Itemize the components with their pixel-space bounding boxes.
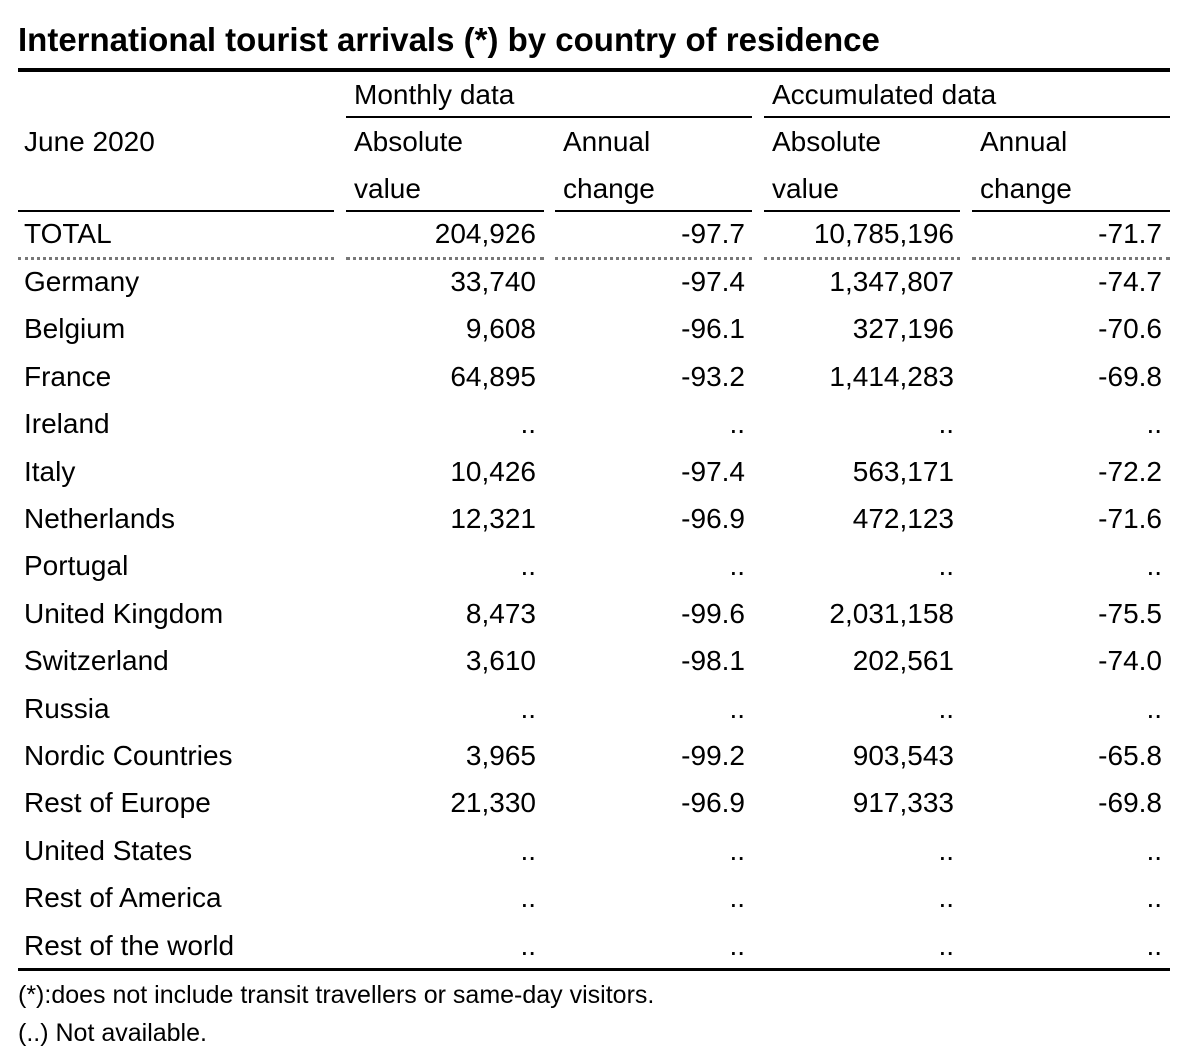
total-accumulated-change: -71.7	[1098, 218, 1162, 249]
total-dotted-rule-a-abs	[764, 257, 960, 260]
monthly-absolute-value: 10,426	[450, 456, 536, 487]
accumulated-absolute-value: ..	[938, 835, 954, 866]
monthly-absolute-value: ..	[520, 693, 536, 724]
accumulated-annual-change: ..	[1146, 693, 1162, 724]
monthly-annual-change: ..	[729, 693, 745, 724]
country-name: Rest of Europe	[24, 787, 211, 818]
accumulated-absolute-value: ..	[938, 693, 954, 724]
accumulated-annual-change: -74.7	[1098, 266, 1162, 297]
total-dotted-rule-m-abs	[346, 257, 544, 260]
total-accumulated-absolute: 10,785,196	[813, 218, 954, 249]
accumulated-absolute-value: ..	[938, 930, 954, 961]
a-chg-header-line2: change	[980, 173, 1072, 204]
m-chg-header-line1: Annual	[563, 126, 651, 157]
monthly-annual-change: ..	[729, 408, 745, 439]
accumulated-absolute-value: 903,543	[852, 740, 954, 771]
monthly-annual-change: -99.6	[681, 598, 745, 629]
monthly-absolute-value: ..	[520, 550, 536, 581]
accumulated-absolute-value: 563,171	[852, 456, 954, 487]
accumulated-absolute-value: ..	[938, 550, 954, 581]
country-name: United States	[24, 835, 193, 866]
a-abs-header-line1: Absolute	[772, 126, 881, 157]
country-name: Rest of America	[24, 882, 222, 913]
accumulated-absolute-value: 327,196	[852, 313, 954, 344]
accumulated-annual-change: ..	[1146, 882, 1162, 913]
accumulated-annual-change: -65.8	[1098, 740, 1162, 771]
total-dotted-rule-country	[18, 257, 334, 260]
accumulated-annual-change: ..	[1146, 408, 1162, 439]
header-rule-a-abs	[764, 210, 960, 212]
country-name: Portugal	[24, 550, 129, 581]
accumulated-group-header: Accumulated data	[772, 79, 997, 110]
country-name: Germany	[24, 266, 140, 297]
monthly-absolute-value: 21,330	[450, 787, 536, 818]
monthly-absolute-value: 33,740	[450, 266, 536, 297]
monthly-group-rule	[346, 116, 752, 118]
total-dotted-rule-m-chg	[555, 257, 752, 260]
monthly-annual-change: ..	[729, 930, 745, 961]
accumulated-annual-change: ..	[1146, 930, 1162, 961]
monthly-absolute-value: 3,965	[465, 740, 536, 771]
bottom-rule	[18, 968, 1170, 971]
country-name: United Kingdom	[24, 598, 224, 629]
monthly-absolute-value: ..	[520, 930, 536, 961]
country-name: Rest of the world	[24, 930, 235, 961]
monthly-annual-change: -97.4	[681, 456, 745, 487]
monthly-absolute-value: 9,608	[465, 313, 536, 344]
country-name: Netherlands	[24, 503, 175, 534]
period-header: June 2020	[24, 126, 155, 157]
accumulated-absolute-value: 2,031,158	[829, 598, 954, 629]
header-rule-m-abs	[346, 210, 544, 212]
monthly-absolute-value: 64,895	[450, 361, 536, 392]
country-name: Switzerland	[24, 645, 169, 676]
monthly-annual-change: -98.1	[681, 645, 745, 676]
monthly-absolute-value: 12,321	[450, 503, 536, 534]
accumulated-annual-change: ..	[1146, 835, 1162, 866]
accumulated-absolute-value: ..	[938, 408, 954, 439]
header-rule-country	[18, 210, 334, 212]
country-name: Nordic Countries	[24, 740, 233, 771]
country-name: Ireland	[24, 408, 110, 439]
top-rule	[18, 68, 1170, 72]
country-name: Russia	[24, 693, 110, 724]
monthly-annual-change: -97.4	[681, 266, 745, 297]
country-name: France	[24, 361, 112, 392]
monthly-annual-change: -96.1	[681, 313, 745, 344]
monthly-group-header: Monthly data	[354, 79, 515, 110]
accumulated-absolute-value: 202,561	[852, 645, 954, 676]
accumulated-absolute-value: 1,414,283	[829, 361, 954, 392]
monthly-annual-change: -99.2	[681, 740, 745, 771]
monthly-annual-change: -96.9	[681, 503, 745, 534]
total-dotted-rule-a-chg	[972, 257, 1170, 260]
monthly-absolute-value: 8,473	[465, 598, 536, 629]
monthly-absolute-value: ..	[520, 882, 536, 913]
accumulated-annual-change: -71.6	[1098, 503, 1162, 534]
monthly-absolute-value: ..	[520, 408, 536, 439]
accumulated-absolute-value: 1,347,807	[829, 266, 954, 297]
accumulated-absolute-value: 917,333	[852, 787, 954, 818]
accumulated-annual-change: -69.8	[1098, 787, 1162, 818]
table-title: International tourist arrivals (*) by country of residence	[18, 21, 880, 58]
accumulated-annual-change: -75.5	[1098, 598, 1162, 629]
monthly-annual-change: ..	[729, 882, 745, 913]
total-label: TOTAL	[24, 218, 112, 249]
country-name: Belgium	[24, 313, 126, 344]
monthly-annual-change: -96.9	[681, 787, 745, 818]
footnote-asterisk: (*):does not include transit travellers or same-day visitors.	[18, 981, 655, 1009]
total-monthly-absolute: 204,926	[434, 218, 536, 249]
m-chg-header-line2: change	[563, 173, 655, 204]
header-rule-m-chg	[555, 210, 752, 212]
header-rule-a-chg	[972, 210, 1170, 212]
footnote-not-available: (..) Not available.	[18, 1019, 207, 1047]
monthly-annual-change: -93.2	[681, 361, 745, 392]
monthly-absolute-value: 3,610	[465, 645, 536, 676]
accumulated-annual-change: -70.6	[1098, 313, 1162, 344]
accumulated-annual-change: -69.8	[1098, 361, 1162, 392]
monthly-absolute-value: ..	[520, 835, 536, 866]
accumulated-absolute-value: ..	[938, 882, 954, 913]
accumulated-annual-change: -72.2	[1098, 456, 1162, 487]
monthly-annual-change: ..	[729, 835, 745, 866]
m-abs-header-line2: value	[354, 173, 421, 204]
country-name: Italy	[24, 456, 76, 487]
m-abs-header-line1: Absolute	[354, 126, 463, 157]
accumulated-absolute-value: 472,123	[852, 503, 954, 534]
total-monthly-change: -97.7	[681, 218, 745, 249]
monthly-annual-change: ..	[729, 550, 745, 581]
accumulated-group-rule	[764, 116, 1170, 118]
a-chg-header-line1: Annual	[980, 126, 1068, 157]
a-abs-header-line2: value	[772, 173, 839, 204]
accumulated-annual-change: ..	[1146, 550, 1162, 581]
accumulated-annual-change: -74.0	[1098, 645, 1162, 676]
